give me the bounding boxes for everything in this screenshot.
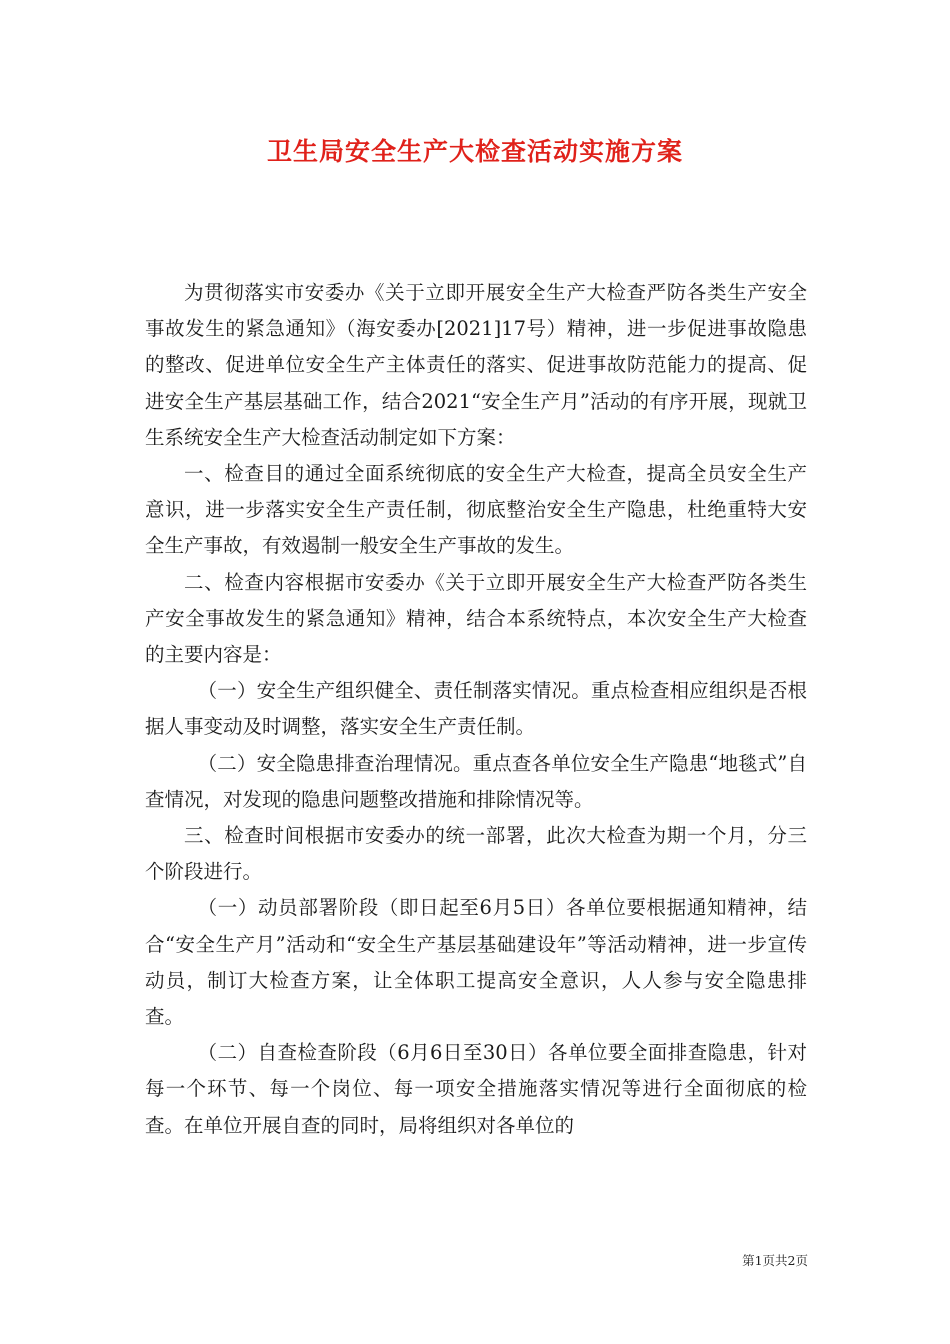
document-title: 卫生局安全生产大检查活动实施方案 [266,137,683,166]
paragraph-section-2: 二、检查内容根据市安委办《关于立即开展安全生产大检查严防各类生产安全事故发生的紧急通知》精神，结合本系统特点，本次安全生产大检查的主要内容是： [145,570,807,667]
paragraph-section-3: 三、检查时间根据市安委办的统一部署，此次大检查为期一个月，分三个阶段进行。 [145,824,807,884]
paragraph-section-2-item-1: （一）安全生产组织健全、责任制落实情况。重点检查相应组织是否根据人事变动及时调整，落实安全生产责任制。 [145,679,807,739]
document-body [145,275,807,1144]
paragraph-section-3-item-1: （一）动员部署阶段（即日起至6月5日）各单位要根据通知精神，结合“安全生产月”活动和“安全生产基层基础建设年”等活动精神，进一步宣传动员，制订大检查方案，让全体职工提高安全意识，人人参与安全隐患排查。 [145,896,807,1029]
paragraph-intro: 为贯彻落实市安委办《关于立即开展安全生产大检查严防各类生产安全事故发生的紧急通知》（海安委办[2021]17号）精神，进一步促进事故隐患的整改、促进单位安全生产主体责任的落实、促进事故防范能力的提高、促进安全生产基层基础工作，结合2021“安全生产月”活动的有序开展，现就卫生系统安全生产大检查活动制定如下方案： [145,281,807,449]
page-number: 第1页共2页 [742,1253,808,1268]
paragraph-section-1: 一、检查目的通过全面系统彻底的安全生产大检查，提高全员安全生产意识，进一步落实安全生产责任制，彻底整治安全生产隐患，杜绝重特大安全生产事故，有效遏制一般安全生产事故的发生。 [145,462,807,558]
paragraph-section-3-item-2: （二）自查检查阶段（6月6日至30日）各单位要全面排查隐患，针对每一个环节、每一个岗位、每一项安全措施落实情况等进行全面彻底的检查。在单位开展自查的同时，局将组织对各单位的 [145,1041,807,1137]
paragraph-section-2-item-2: （二）安全隐患排查治理情况。重点查各单位安全生产隐患“地毯式”自查情况，对发现的隐患问题整改措施和排除情况等。 [145,751,807,811]
